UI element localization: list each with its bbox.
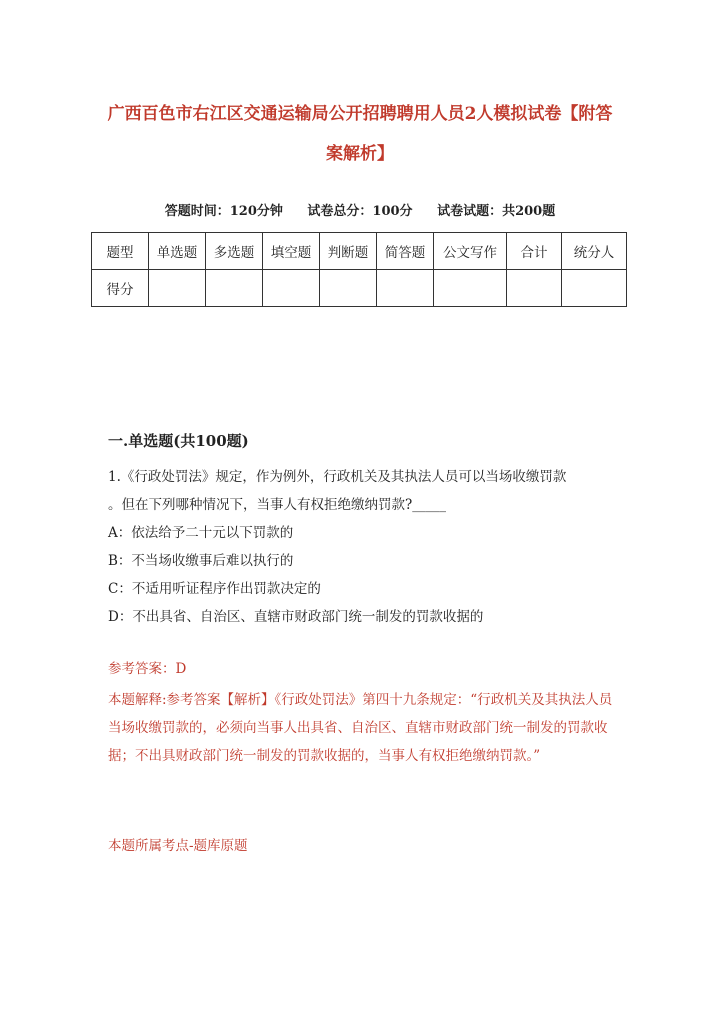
- header-cell-multi: 多选题: [206, 233, 263, 270]
- question-stem-line-2: 。但在下列哪种情况下，当事人有权拒绝缴纳罚款?_____: [108, 497, 446, 513]
- option-d: D：不出具省、自治区、直辖市财政部门统一制发的罚款收据的: [108, 609, 484, 625]
- score-cell[interactable]: [320, 270, 377, 307]
- option-a: A：依法给予二十元以下罚款的: [108, 525, 294, 541]
- header-cell-short: 简答题: [377, 233, 434, 270]
- exam-total-score: 试卷总分：100分: [307, 204, 413, 219]
- score-table: [91, 232, 627, 307]
- score-table-header-row: [92, 233, 627, 270]
- header-cell-writing: 公文写作: [434, 233, 507, 270]
- score-cell[interactable]: [562, 270, 627, 307]
- header-cell-fill: 填空题: [263, 233, 320, 270]
- page-title: 广西百色市右江区交通运输局公开招聘聘用人员2人模拟试卷【附答案解析】: [107, 104, 613, 164]
- header-cell-total: 合计: [507, 233, 562, 270]
- score-cell[interactable]: [434, 270, 507, 307]
- option-b: B：不当场收缴事后难以执行的: [108, 553, 294, 569]
- header-cell-type: 题型: [92, 233, 149, 270]
- header-cell-scorer: 统分人: [562, 233, 627, 270]
- score-cell[interactable]: [149, 270, 206, 307]
- question-tag: 本题所属考点-题库原题: [108, 838, 248, 854]
- row-label-score: 得分: [92, 270, 149, 307]
- score-cell[interactable]: [206, 270, 263, 307]
- question-stem-line-1: 1.《行政处罚法》规定，作为例外，行政机关及其执法人员可以当场收缴罚款: [108, 469, 567, 485]
- exam-meta: [0, 200, 720, 219]
- exam-time: 答题时间：120分钟: [164, 204, 283, 219]
- score-cell[interactable]: [377, 270, 434, 307]
- answer-analysis: 本题解释:参考答案【解析】《行政处罚法》第四十九条规定：“行政机关及其执法人员当场收缴罚款的，必须向当事人出具省、自治区、直辖市财政部门统一制发的罚款收据；不出具财政部门统一制发的罚款收据的，当事人有权拒绝缴纳罚款。”: [108, 692, 613, 764]
- section-heading: 一.单选题(共100题): [108, 432, 249, 450]
- header-cell-single: 单选题: [149, 233, 206, 270]
- exam-question-count: 试卷试题：共200题: [437, 204, 556, 219]
- header-cell-judge: 判断题: [320, 233, 377, 270]
- score-table-score-row: [92, 270, 627, 307]
- reference-answer: 参考答案：D: [108, 661, 187, 677]
- option-c: C：不适用听证程序作出罚款决定的: [108, 581, 321, 597]
- score-cell[interactable]: [507, 270, 562, 307]
- score-cell[interactable]: [263, 270, 320, 307]
